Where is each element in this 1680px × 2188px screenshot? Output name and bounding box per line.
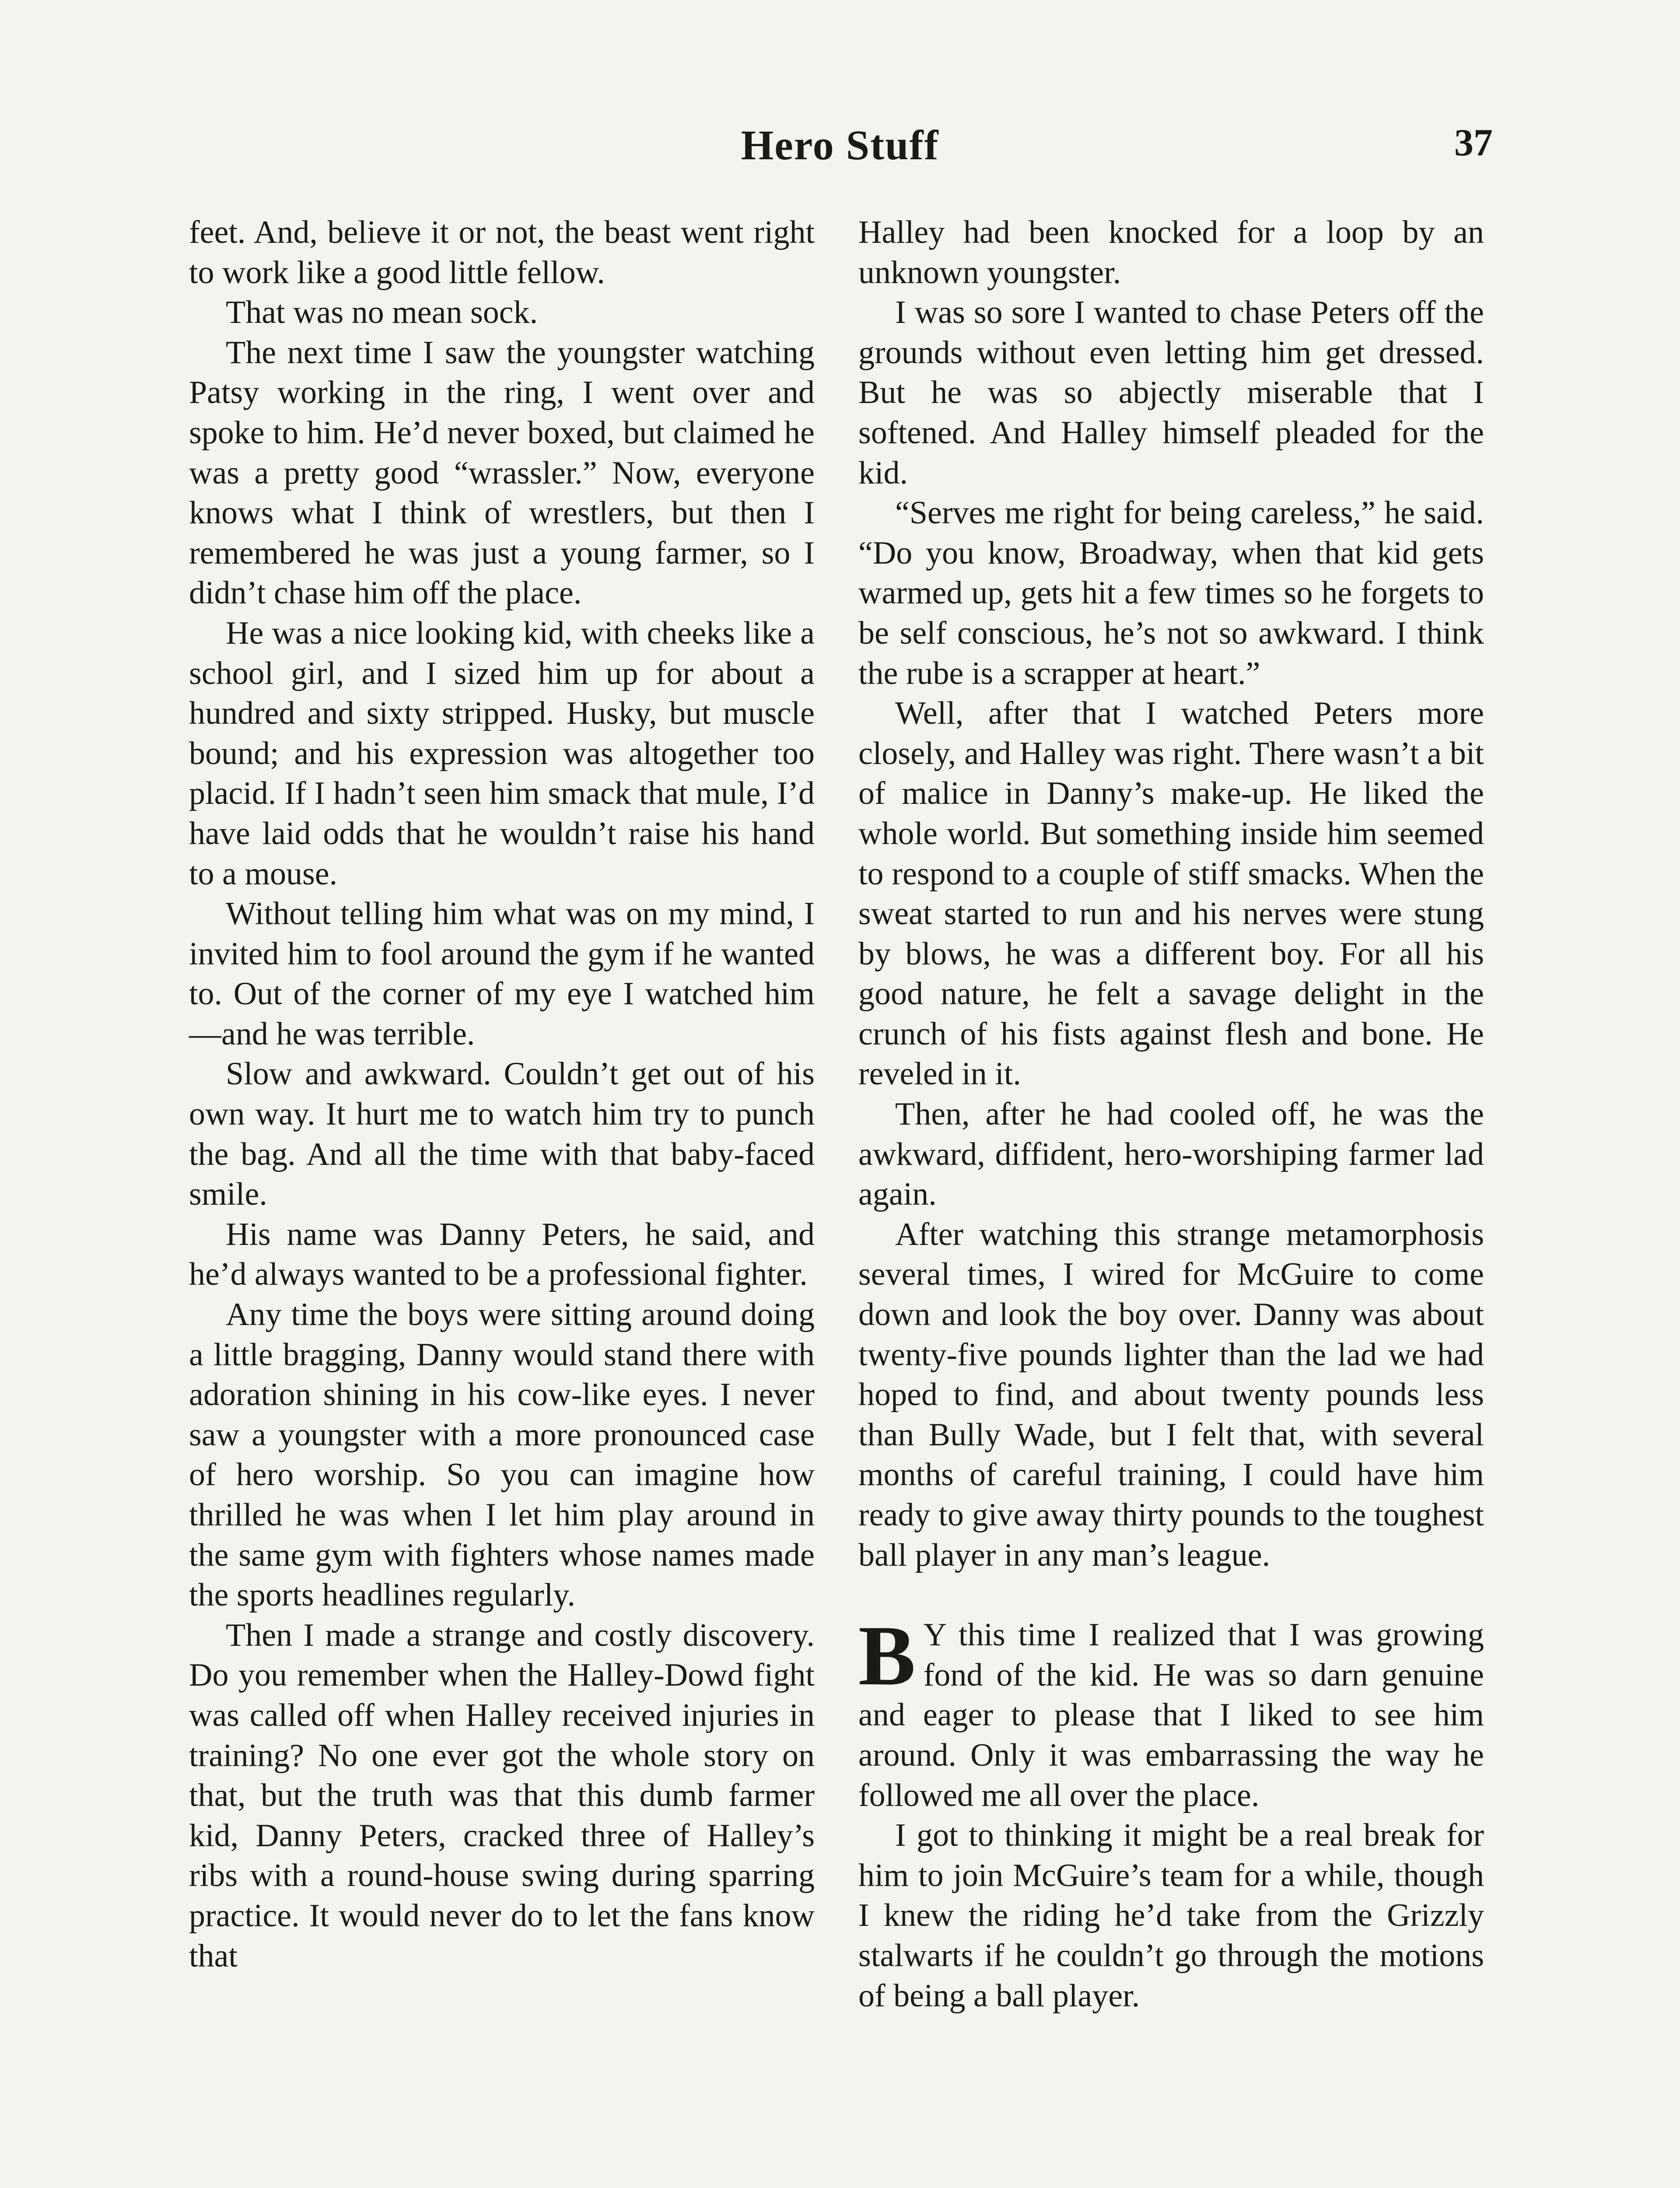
- paragraph: The next time I saw the youngster watching Patsy working in the ring, I went over and spoke to him. He’d never boxed, but claimed he was a pretty good “wrassler.” Now, everyone knows what I think of wrestlers, but then I remembered he was just a young farmer, so I didn’t chase him off the place.: [189, 334, 815, 611]
- paragraph: He was a nice looking kid, with cheeks like a school girl, and I sized him up for about a hundred and sixty stripped. Husky, but muscle bound; and his expression was altogether too placid. If I hadn’t seen him smack that mule, I’d have laid odds that he wouldn’t raise his hand to a mouse.: [189, 615, 815, 892]
- paragraph: His name was Danny Peters, he said, and he’d always wanted to be a professional fighter.: [189, 1216, 815, 1293]
- paragraph: I got to thinking it might be a real break for him to join McGuire’s team for a while, though I knew the riding he’d take from the Grizzly stalwarts if he couldn’t go through the motions of being a ball player.: [858, 1817, 1484, 2014]
- page-number: 37: [1454, 122, 1493, 164]
- right-column: [858, 213, 1484, 2016]
- paragraph: feet. And, believe it or not, the beast went right to work like a good little fellow.: [189, 214, 815, 291]
- page-header: [0, 121, 1680, 178]
- paragraph-text: Y this time I realized that I was growing fond of the kid. He was so darn genuine and eager to please that I liked to see him around. Only it was embarrassing the way he followed me all over the place.: [858, 1617, 1484, 1813]
- paragraph: I was so sore I wanted to chase Peters off the grounds without even letting him get dressed. But he was so abjectly miserable that I softened. And Halley himself pleaded for the kid.: [858, 295, 1484, 491]
- paragraph: Halley had been knocked for a loop by an unknown youngster.: [858, 214, 1484, 291]
- paragraph: Then I made a strange and costly discovery. Do you remember when the Halley-Dowd fight was called off when Halley received injuries in training? No one ever got the whole story on that, but the truth was that this dumb farmer kid, Danny Peters, cracked three of Halley’s ribs with a round-house swing during sparring practice. It would never do to let the fans know that: [189, 1617, 815, 1974]
- running-title: Hero Stuff: [741, 122, 939, 168]
- paragraph: Well, after that I watched Peters more closely, and Halley was right. There wasn’t a bit of malice in Danny’s make-up. He liked the whole world. But something inside him seemed to respond to a couple of stiff smacks. When the sweat started to run and his nerves were stung by blows, he was a different boy. For all his good nature, he felt a savage delight in the crunch of his fists against flesh and bone. He reveled in it.: [858, 695, 1484, 1092]
- section-start-paragraph: [858, 1608, 1484, 1816]
- paragraph: Any time the boys were sitting around doing a little bragging, Danny would stand there with adoration shining in his cow-like eyes. I never saw a youngster with a more pronounced case of hero worship. So you can imagine how thrilled he was when I let him play around in the same gym with fighters whose names made the sports headlines regularly.: [189, 1297, 815, 1613]
- left-column: [189, 213, 815, 1976]
- paragraph: Then, after he had cooled off, he was the awkward, diffident, hero-worshiping farmer lad again.: [858, 1096, 1484, 1213]
- paragraph: That was no mean sock.: [226, 295, 538, 331]
- paragraph: Without telling him what was on my mind, I invited him to fool around the gym if he wanted to. Out of the corner of my eye I watched him—and he was terrible.: [189, 896, 815, 1052]
- paragraph: Slow and awkward. Couldn’t get out of his own way. It hurt me to watch him try to punch the bag. And all the time with that baby-faced smile.: [189, 1056, 815, 1213]
- paragraph: “Serves me right for being careless,” he said. “Do you know, Broadway, when that kid gets warmed up, gets hit a few times so he forgets to be self conscious, he’s not so awkward. I think the rube is a scrapper at heart.”: [858, 495, 1484, 691]
- drop-cap: B: [858, 1608, 916, 1704]
- paragraph: After watching this strange metamorphosis several times, I wired for McGuire to come down and look the boy over. Danny was about twenty-five pounds lighter than the lad we had hoped to find, and about twenty pounds less than Bully Wade, but I felt that, with several months of careful training, I could have him ready to give away thirty pounds to the toughest ball player in any man’s league.: [858, 1216, 1484, 1573]
